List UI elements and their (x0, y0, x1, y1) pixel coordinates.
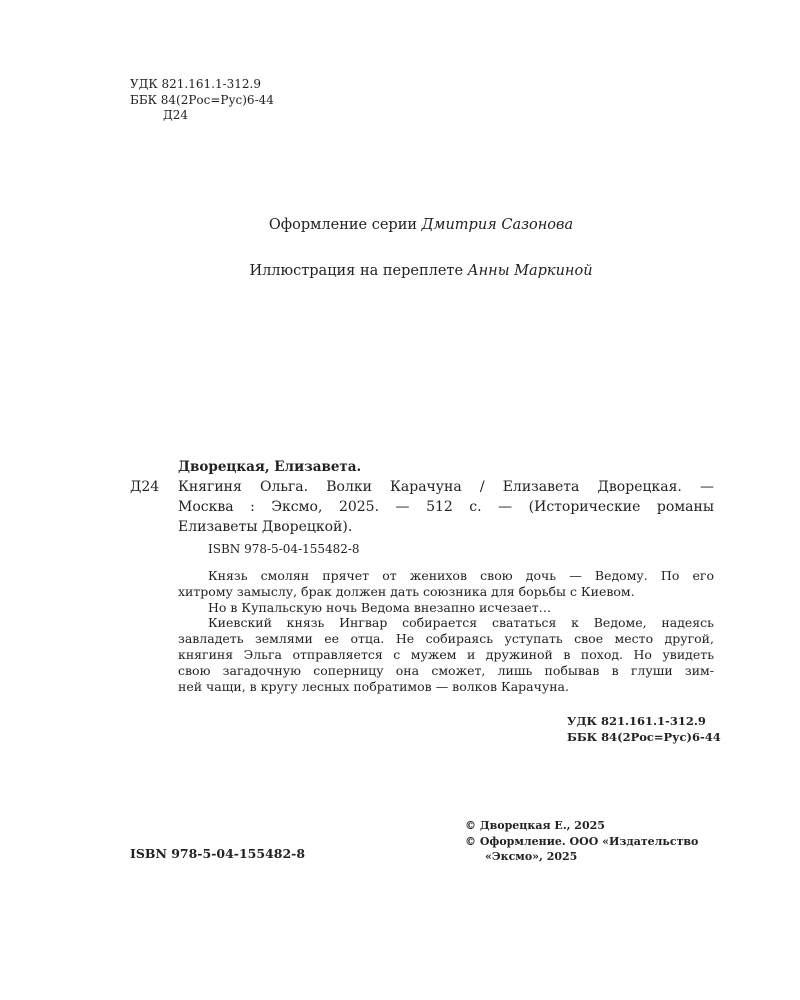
biblio-line: Княгиня Ольга. Волки Карачуна / Елизавета Дворецкая. — (178, 479, 714, 495)
bibliographic-description (178, 477, 714, 537)
bbk-code-right: ББК 84(2Рос=Рус)6-44 (567, 730, 721, 744)
series-design-credit (0, 217, 800, 233)
copyright-design-cont: «Эксмо», 2025 (485, 850, 578, 863)
annotation-line: Но в Купальскую ночь Ведома внезапно исчезает… (208, 599, 552, 615)
catalog-author-sign: Д24 (130, 479, 160, 495)
annotation-line: завладеть землями ее отца. Не собираясь уступать свое место другой, (178, 631, 714, 647)
classification-block (130, 77, 274, 124)
isbn-bottom: ISBN 978-5-04-155482-8 (130, 846, 306, 861)
catalog-author: Дворецкая, Елизавета. (178, 459, 362, 475)
annotation-line: Князь смолян прячет от женихов свою дочь — Ведому. По его (208, 568, 714, 583)
annotation-line: ней чащи, в кругу лесных побратимов — волков Карачуна. (178, 678, 569, 694)
copyright-block (465, 818, 698, 865)
bbk-code: ББК 84(2Рос=Рус)6-44 (130, 92, 274, 107)
annotation-line: хитрому замыслу, брак должен дать союзника для борьбы с Киевом. (178, 583, 635, 599)
biblio-line: Москва : Эксмо, 2025. — 512 с. — (Исторические романы (178, 499, 714, 515)
author-sign: Д24 (163, 108, 189, 122)
illustration-name: Анны Маркиной (467, 263, 593, 279)
series-design-name: Дмитрия Сазонова (421, 217, 574, 233)
annotation-line: Киевский князь Ингвар собирается свататься к Ведоме, надеясь (208, 615, 714, 631)
udk-code-right: УДК 821.161.1-312.9 (567, 714, 706, 728)
illustration-credit (0, 263, 800, 279)
annotation-line: свою загадочную соперницу она сможет, лишь побывав в глуши зим- (178, 662, 714, 678)
illustration-prefix: Иллюстрация на переплете (249, 263, 464, 279)
copyright-author: © Дворецкая Е., 2025 (465, 819, 605, 832)
annotation (178, 568, 714, 694)
udk-code: УДК 821.161.1-312.9 (130, 77, 262, 91)
annotation-line: княгиня Эльга отправляется с мужем и дружиной в поход. Но увидеть (178, 646, 714, 662)
series-design-prefix: Оформление серии (268, 217, 418, 233)
catalog-isbn: ISBN 978-5-04-155482-8 (208, 542, 360, 556)
classification-right (567, 713, 721, 745)
biblio-line: Елизаветы Дворецкой). (178, 519, 353, 535)
copyright-design: © Оформление. ООО «Издательство (465, 834, 699, 848)
